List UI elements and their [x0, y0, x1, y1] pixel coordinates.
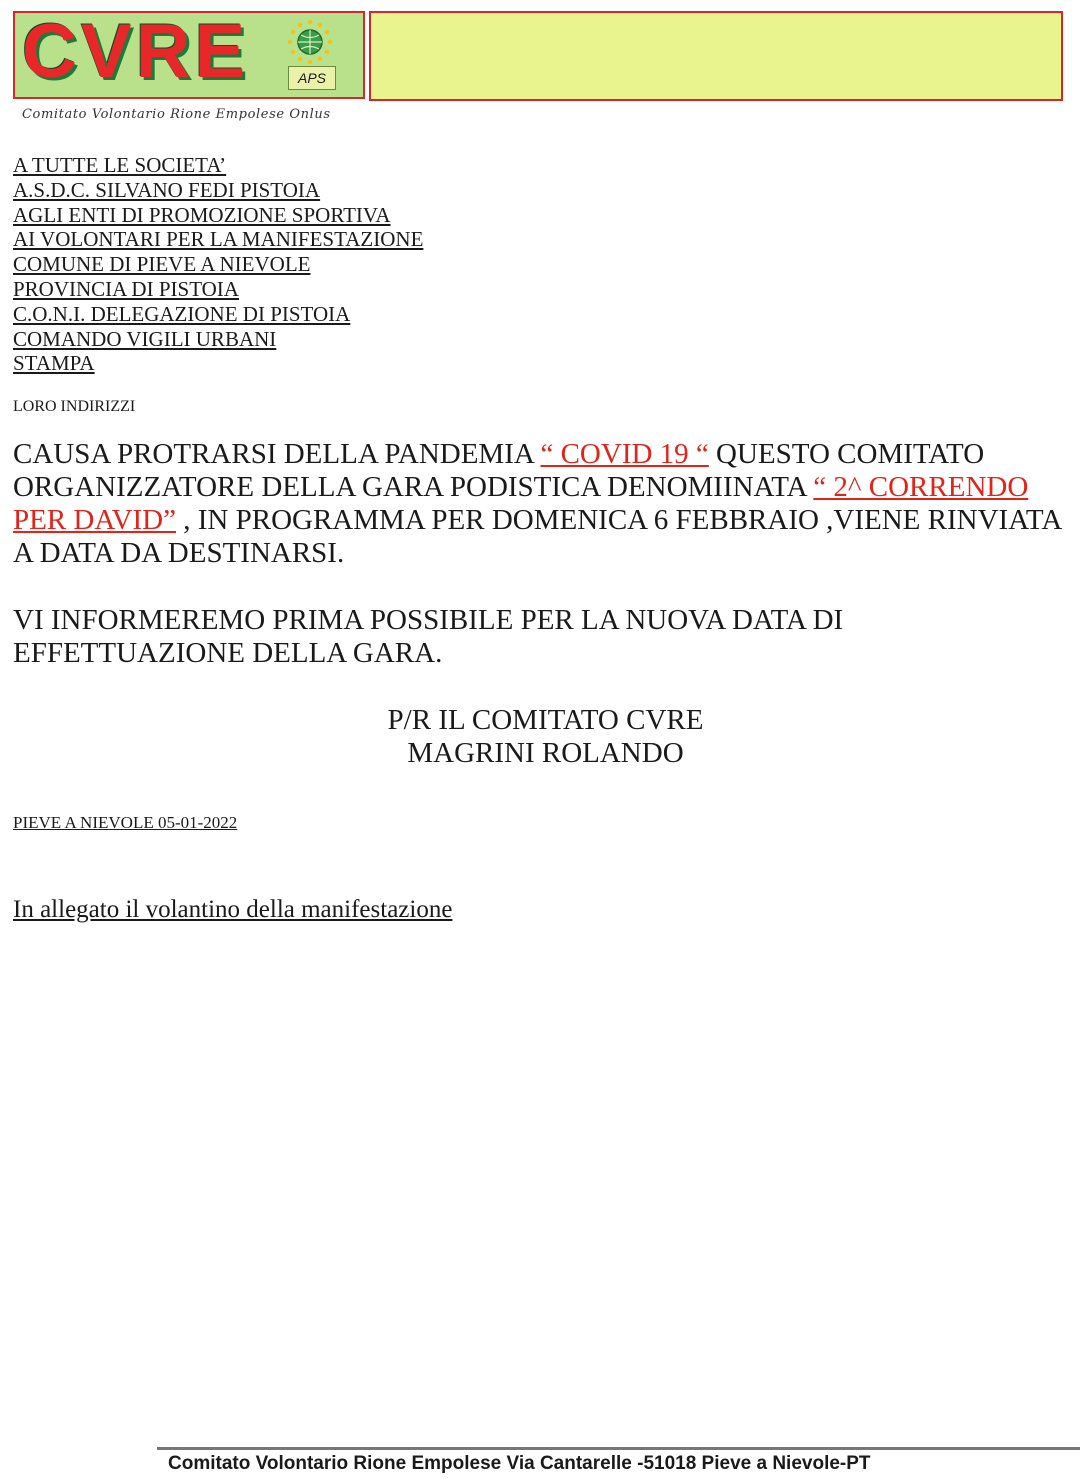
aps-tag: APS [288, 66, 336, 90]
race-name-highlight: “ 2^ CORRENDO PER DAVID” [13, 471, 1029, 536]
recipient: AGLI ENTI DI PROMOZIONE SPORTIVA [13, 202, 391, 227]
cvre-logo: CVRE [22, 9, 250, 94]
recipient: COMANDO VIGILI URBANI [13, 326, 277, 351]
recipient: A.S.D.C. SILVANO FEDI PISTOIA [13, 177, 321, 202]
footer-address: Comitato Volontario Rione Empolese Via Cantarelle -51018 Pieve a Nievole-PT [168, 1453, 871, 1474]
logo-caption: Comitato Volontario Rione Empolese Onlus [22, 107, 331, 122]
header-banner [369, 11, 1063, 101]
recipients-list [13, 153, 423, 376]
recipient: COMUNE DI PIEVE A NIEVOLE [13, 252, 311, 277]
paragraph-text: CAUSA PROTRARSI DELLA PANDEMIA [13, 438, 541, 470]
info-paragraph: VI INFORMEREMO PRIMA POSSIBILE PER LA NUOVA DATA DI EFFETTUAZIONE DELLA GARA. [13, 604, 844, 669]
recipient: PROVINCIA DI PISTOIA [13, 276, 239, 301]
recipient: STAMPA [13, 351, 95, 376]
signature-name: MAGRINI ROLANDO [407, 737, 684, 769]
recipient: A TUTTE LE SOCIETA’ [13, 153, 227, 177]
covid-highlight: “ COVID 19 “ [540, 438, 709, 470]
place-date: PIEVE A NIEVOLE 05-01-2022 [13, 813, 238, 832]
addresses-line: LORO INDIRIZZI [13, 398, 136, 415]
attachment-note: In allegato il volantino della manifestazione [13, 896, 453, 923]
paragraph-text: , IN PROGRAMMA PER DOMENICA 6 FEBBRAIO ,VIENE RINVIATA A DATA DA DESTINARSI. [13, 504, 1061, 569]
globe-emblem-icon [286, 18, 334, 66]
recipient: AI VOLONTARI PER LA MANIFESTAZIONE [13, 227, 424, 252]
announcement-paragraph [13, 438, 1078, 570]
recipient: C.O.N.I. DELEGAZIONE DI PISTOIA [13, 301, 351, 326]
footer-divider [157, 1447, 1080, 1450]
paragraph-text: QUESTO COMITATO ORGANIZZATORE DELLA GARA PODISTICA DENOMIINATA [13, 438, 985, 503]
signature-block [0, 704, 1080, 770]
signature-committee: P/R IL COMITATO CVRE [387, 704, 704, 736]
